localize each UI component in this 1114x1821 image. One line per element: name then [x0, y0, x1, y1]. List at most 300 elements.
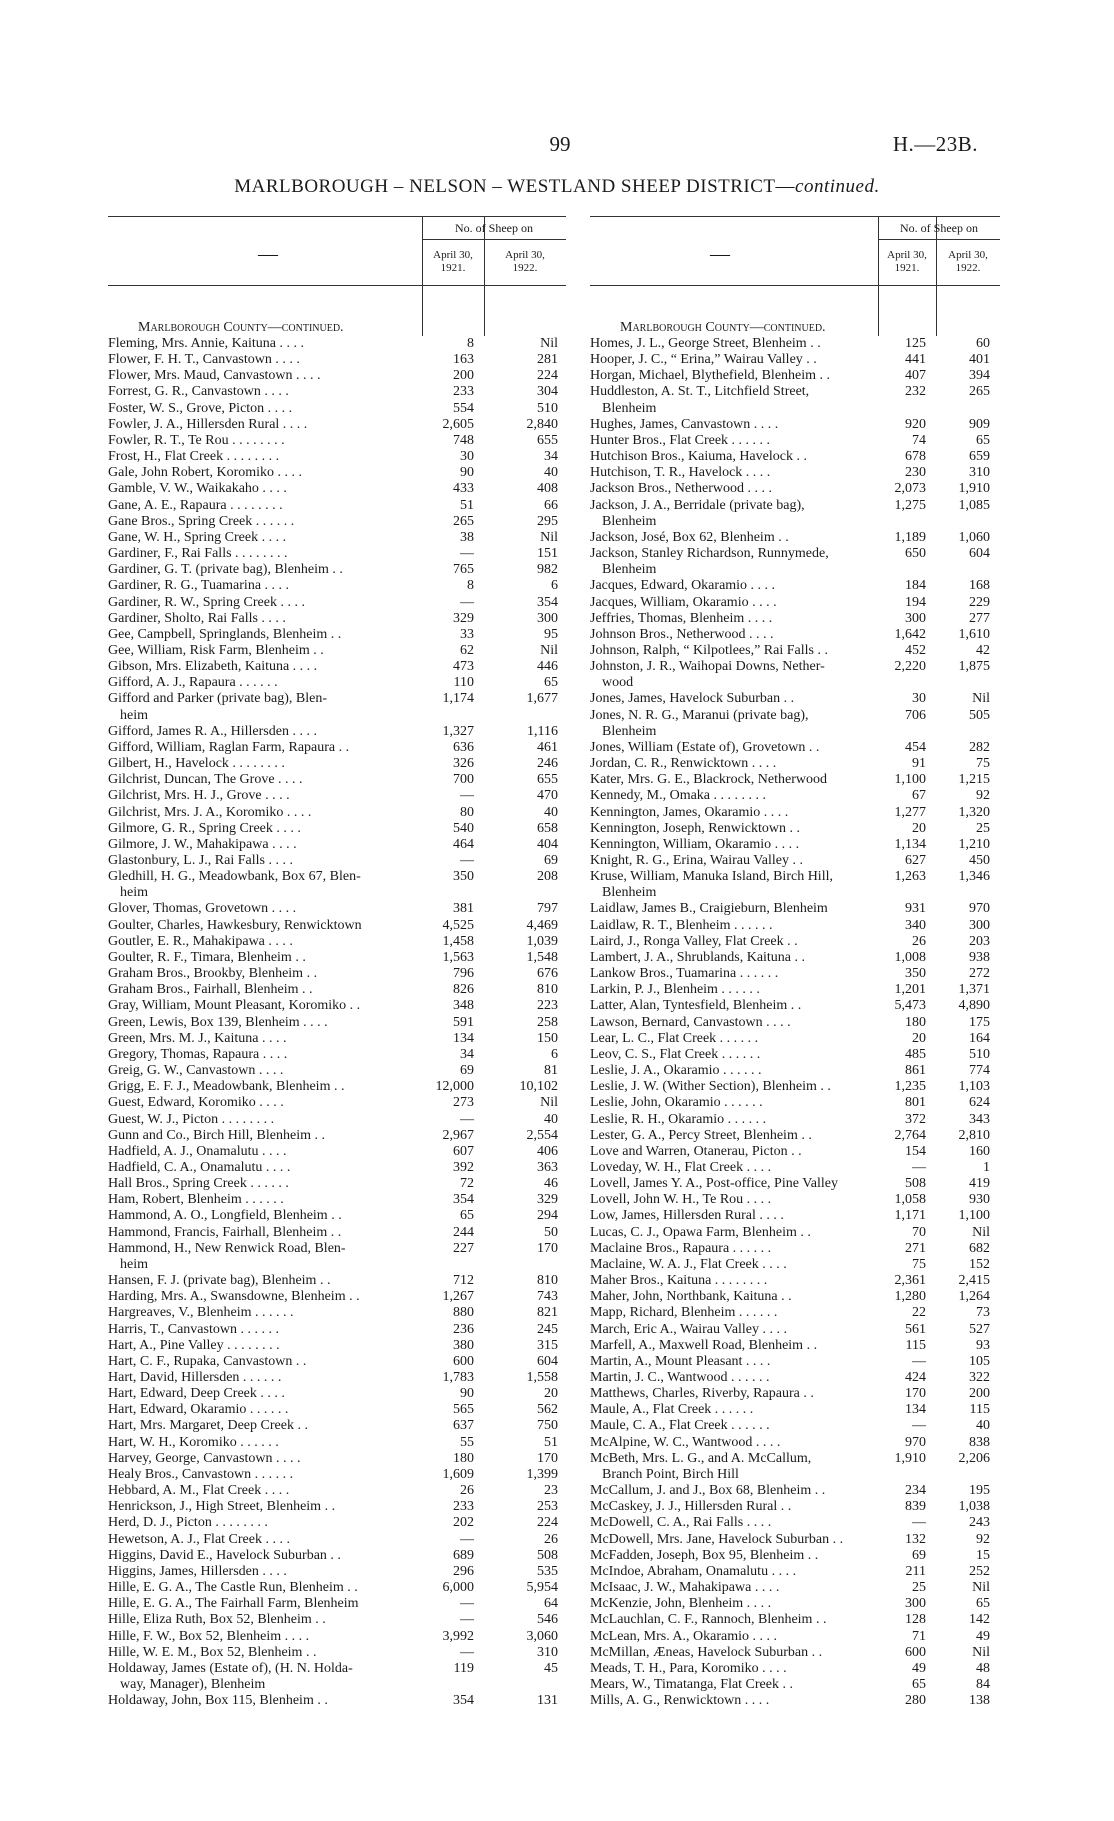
header-date: April 30,	[433, 249, 473, 261]
sheep-1921: 607	[453, 1143, 474, 1159]
table-row	[108, 1532, 566, 1548]
table-row	[590, 1354, 1000, 1370]
entry-name: McMillan, Æneas, Havelock Suburban . .	[590, 1644, 823, 1660]
sheep-1922: 4,890	[958, 998, 990, 1014]
sheep-1922: 419	[969, 1176, 990, 1192]
table-row	[590, 1338, 1000, 1354]
table-row	[108, 498, 566, 514]
sheep-1921: 1,642	[894, 626, 926, 642]
sheep-1921	[888, 1467, 946, 1483]
table-row	[590, 530, 1000, 546]
sheep-1922	[946, 885, 1010, 901]
header-rule	[878, 239, 1000, 240]
sheep-1922: 142	[969, 1612, 990, 1628]
sheep-1921: 20	[912, 1030, 926, 1046]
sheep-1922: 46	[544, 1176, 558, 1192]
sheep-1922: 343	[969, 1111, 990, 1127]
sheep-1921: 931	[905, 901, 926, 917]
sheep-1921: 350	[905, 966, 926, 982]
entry-name: Hargreaves, V., Blenheim . . . . . .	[108, 1305, 294, 1321]
sheep-1921: 689	[453, 1547, 474, 1563]
entry-name: Gardiner, R. W., Spring Creek . . . .	[108, 594, 305, 610]
sheep-1922: 40	[544, 465, 558, 481]
entry-name: Frost, H., Flat Creek . . . . . . . .	[108, 449, 280, 465]
sheep-1922: 10,102	[519, 1079, 558, 1095]
table-row	[590, 1402, 1000, 1418]
table-row	[590, 675, 1000, 691]
sheep-1921: 354	[453, 1192, 474, 1208]
sheep-1922: 253	[537, 1499, 558, 1515]
entry-name: Gifford and Parker (private bag), Blen-	[108, 691, 327, 707]
table-row	[590, 1515, 1000, 1531]
entry-name: Fowler, J. A., Hillersden Rural . . . .	[108, 416, 308, 432]
table-row	[108, 1241, 566, 1257]
sheep-1921: 134	[453, 1030, 474, 1046]
entry-name: Gardiner, G. T. (private bag), Blenheim . .	[108, 562, 343, 578]
table-row	[590, 821, 1000, 837]
sheep-1921: 5,473	[894, 998, 926, 1014]
page-title-continued: continued.	[795, 176, 880, 197]
sheep-1922: 42	[976, 642, 990, 658]
entry-name: Gray, William, Mount Pleasant, Koromiko . .	[108, 998, 361, 1014]
sheep-1921: 51	[460, 497, 474, 513]
table-row	[108, 1063, 566, 1079]
sheep-1922: Nil	[540, 529, 558, 545]
entry-name: Gilchrist, Mrs. H. J., Grove . . . .	[108, 788, 290, 804]
sheep-1921: 407	[905, 368, 926, 384]
sheep-1922: 131	[537, 1693, 558, 1709]
entry-name: McCallum, J. and J., Box 68, Blenheim . .	[590, 1483, 826, 1499]
entry-name: Matthews, Charles, Riverby, Rapaura . .	[590, 1386, 814, 1402]
entry-name: McDowell, C. A., Rai Falls . . . .	[590, 1515, 772, 1531]
sheep-1922: 26	[544, 1531, 558, 1547]
table-row	[108, 869, 566, 885]
sheep-1922: 246	[537, 756, 558, 772]
table-row	[108, 1661, 566, 1677]
entry-name: Jones, N. R. G., Maranui (private bag),	[590, 707, 809, 723]
sheep-1922: 1,371	[958, 982, 990, 998]
entry-name: Ham, Robert, Blenheim . . . . . .	[108, 1192, 284, 1208]
entry-name: Huddleston, A. St. T., Litchfield Street,	[590, 384, 810, 400]
entry-name: Gardiner, R. G., Tuamarina . . . .	[108, 578, 290, 594]
sheep-1921: 90	[460, 1386, 474, 1402]
table-row	[108, 918, 566, 934]
table-row	[108, 1257, 566, 1273]
entry-name: Foster, W. S., Grove, Picton . . . .	[108, 400, 293, 416]
sheep-1921: 650	[905, 546, 926, 562]
sheep-1921: 565	[453, 1402, 474, 1418]
sheep-1922: 170	[537, 1450, 558, 1466]
sheep-1921	[432, 1257, 494, 1273]
document-reference: H.—23B.	[892, 132, 978, 156]
table-row	[590, 514, 1000, 530]
sheep-1921: 348	[453, 998, 474, 1014]
header-date: April 30,	[887, 249, 927, 261]
sheep-1922: 810	[537, 982, 558, 998]
entry-name: Maule, A., Flat Creek . . . . . .	[590, 1402, 754, 1418]
sheep-1922: 200	[969, 1386, 990, 1402]
table-row	[108, 595, 566, 611]
sheep-1922: 821	[537, 1305, 558, 1321]
entry-name: Gilmore, G. R., Spring Creek . . . .	[108, 820, 301, 836]
sheep-1921: 920	[905, 416, 926, 432]
entry-name: Laidlaw, R. T., Blenheim . . . . . .	[590, 917, 773, 933]
sheep-1921: —	[912, 1353, 926, 1369]
sheep-1921	[888, 675, 946, 691]
entry-name: Harris, T., Canvastown . . . . . .	[108, 1321, 279, 1337]
entry-name: Gifford, A. J., Rapaura . . . . . .	[108, 675, 278, 691]
table-row	[108, 691, 566, 707]
header-year: 1921.	[894, 262, 920, 274]
right-header-dash: —	[710, 243, 730, 265]
sheep-1921: 4,525	[442, 917, 474, 933]
sheep-1922: 505	[969, 707, 990, 723]
sheep-1922: 322	[969, 1370, 990, 1385]
entry-name: Johnson Bros., Netherwood . . . .	[590, 626, 774, 642]
sheep-1922	[494, 1677, 578, 1693]
sheep-1922: 92	[976, 1531, 990, 1547]
sheep-1922: 315	[537, 1337, 558, 1353]
left-table-body	[108, 286, 566, 1709]
sheep-1922: 160	[969, 1143, 990, 1159]
entry-name: Herd, D. J., Picton . . . . . . . .	[108, 1515, 268, 1531]
table-row	[590, 336, 1000, 352]
sheep-1922	[494, 885, 578, 901]
table-row	[590, 1128, 1000, 1144]
table-row	[108, 627, 566, 643]
sheep-1922: 329	[537, 1192, 558, 1208]
table-row	[108, 1515, 566, 1531]
sheep-1921: 65	[460, 1208, 474, 1224]
table-row	[108, 1677, 566, 1693]
entry-name: Jeffries, Thomas, Blenheim . . . .	[590, 610, 773, 626]
table-row	[108, 1693, 566, 1709]
table-row	[108, 611, 566, 627]
entry-name: Gifford, William, Raglan Farm, Rapaura . .	[108, 739, 350, 755]
table-row	[108, 368, 566, 384]
table-row	[590, 1160, 1000, 1176]
sheep-1921: 2,967	[442, 1127, 474, 1143]
table-row	[108, 1095, 566, 1111]
table-row	[590, 966, 1000, 982]
table-row	[590, 433, 1000, 449]
entry-name: Greig, G. W., Canvastown . . . .	[108, 1063, 284, 1079]
sheep-1921: 1,267	[442, 1289, 474, 1305]
entry-name: Healy Bros., Canvastown . . . . . .	[108, 1466, 294, 1482]
entry-name: Mills, A. G., Renwicktown . . . .	[590, 1693, 770, 1709]
sheep-1922: Nil	[972, 691, 990, 707]
table-row	[108, 675, 566, 691]
sheep-1922: 1	[983, 1159, 990, 1175]
sheep-1921: 2,764	[894, 1127, 926, 1143]
sheep-1921: 600	[905, 1644, 926, 1660]
sheep-1922: 73	[976, 1305, 990, 1321]
sheep-1921: 194	[905, 594, 926, 610]
sheep-1921: 1,100	[894, 772, 926, 788]
header-year: 1922.	[512, 262, 538, 274]
sheep-1921: 473	[453, 659, 474, 675]
entry-name: Gifford, James R. A., Hillersden . . . .	[108, 723, 317, 739]
sheep-1921	[888, 562, 946, 578]
table-row	[108, 966, 566, 982]
table-row	[590, 1693, 1000, 1709]
table-row	[590, 368, 1000, 384]
entry-name: Gilchrist, Duncan, The Grove . . . .	[108, 772, 303, 788]
sheep-1922: 394	[969, 368, 990, 384]
sheep-1921: 236	[453, 1321, 474, 1337]
sheep-1921: 1,458	[442, 933, 474, 949]
sheep-1922: 84	[976, 1676, 990, 1692]
sheep-1922: 282	[969, 739, 990, 755]
entry-name: Hille, E. G. A., The Fairhall Farm, Blenheim	[108, 1596, 359, 1612]
sheep-1922: 175	[969, 1014, 990, 1030]
sheep-1921: 119	[453, 1660, 474, 1676]
sheep-1922: 265	[969, 384, 990, 400]
entry-name: Larkin, P. J., Blenheim . . . . . .	[590, 982, 760, 998]
entry-name: Homes, J. L., George Street, Blenheim . .	[590, 336, 821, 351]
entry-name: Martin, J. C., Wantwood . . . . . .	[590, 1370, 770, 1385]
table-row	[590, 1661, 1000, 1677]
sheep-1922: 150	[537, 1030, 558, 1046]
sheep-1921: 801	[905, 1095, 926, 1111]
sheep-1921: 706	[905, 707, 926, 723]
entry-name: Guest, Edward, Koromiko . . . .	[108, 1095, 284, 1111]
right-header-1921	[878, 249, 936, 275]
entry-name: Hammond, H., New Renwick Road, Blen-	[108, 1240, 346, 1256]
entry-name: Glastonbury, L. J., Rai Falls . . . .	[108, 853, 293, 868]
sheep-1922: 49	[976, 1628, 990, 1644]
sheep-1922: 40	[544, 804, 558, 820]
entry-name: Gane Bros., Spring Creek . . . . . .	[108, 513, 295, 529]
entry-name: Knight, R. G., Erina, Wairau Valley . .	[590, 853, 803, 868]
table-row	[590, 788, 1000, 804]
table-row	[108, 1015, 566, 1031]
table-row	[590, 772, 1000, 788]
sheep-1922: 277	[969, 610, 990, 626]
sheep-1921: 637	[453, 1418, 474, 1434]
entry-name: Kennedy, M., Omaka . . . . . . . .	[590, 788, 767, 804]
table-row	[590, 1370, 1000, 1386]
sheep-1922: 229	[969, 594, 990, 610]
table-row	[590, 950, 1000, 966]
sheep-1921: 678	[905, 449, 926, 465]
table-row	[590, 1241, 1000, 1257]
entry-name: Hadfield, C. A., Onamalutu . . . .	[108, 1159, 291, 1175]
table-row	[108, 901, 566, 917]
sheep-1921: 1,327	[442, 723, 474, 739]
sheep-1921: 8	[467, 578, 474, 594]
right-table-header	[590, 216, 1000, 286]
table-row	[108, 1289, 566, 1305]
sheep-1922: 66	[544, 497, 558, 513]
table-row	[108, 1564, 566, 1580]
entry-name: Graham Bros., Brookby, Blenheim . .	[108, 966, 318, 982]
sheep-1922: 446	[537, 659, 558, 675]
entry-name: Hutchison Bros., Kaiuma, Havelock . .	[590, 449, 807, 465]
entry-name: Jackson Bros., Netherwood . . . .	[590, 481, 772, 497]
sheep-1921: 340	[905, 917, 926, 933]
entry-name: Hadfield, A. J., Onamalutu . . . .	[108, 1143, 287, 1159]
table-row	[108, 724, 566, 740]
sheep-1922: 2,554	[526, 1127, 558, 1143]
entry-name: Kennington, William, Okaramio . . . .	[590, 836, 800, 852]
sheep-1921: —	[912, 1515, 926, 1531]
sheep-1922: 1,320	[958, 804, 990, 820]
sheep-1922: 970	[969, 901, 990, 917]
entry-name: Leslie, J. A., Okaramio . . . . . .	[590, 1063, 762, 1079]
sheep-1922: 224	[537, 1515, 558, 1531]
entry-name: Hughes, James, Canvastown . . . .	[590, 416, 779, 432]
sheep-1922: 797	[537, 901, 558, 917]
table-row	[590, 885, 1000, 901]
table-row	[108, 1467, 566, 1483]
entry-name: Flower, Mrs. Maud, Canvastown . . . .	[108, 368, 321, 384]
table-row	[590, 1532, 1000, 1548]
sheep-1922	[946, 675, 1010, 691]
entry-name: Gardiner, Sholto, Rai Falls . . . .	[108, 610, 286, 626]
table-row	[590, 498, 1000, 514]
table-row	[108, 934, 566, 950]
sheep-1922: 658	[537, 820, 558, 836]
entry-name: Henrickson, J., High Street, Blenheim . .	[108, 1499, 336, 1515]
table-row	[108, 1112, 566, 1128]
sheep-1922: 48	[976, 1660, 990, 1676]
sheep-1922: 1,910	[958, 481, 990, 497]
sheep-1922: 604	[969, 546, 990, 562]
entry-name: Gardiner, F., Rai Falls . . . . . . . .	[108, 546, 288, 562]
entry-name: Gale, John Robert, Koromiko . . . .	[108, 465, 303, 481]
table-row	[108, 643, 566, 659]
sheep-1921: 22	[912, 1305, 926, 1321]
table-row	[108, 1176, 566, 1192]
sheep-1921: 600	[453, 1353, 474, 1369]
entry-name: Jones, James, Havelock Suburban . .	[590, 691, 795, 707]
sheep-1922: 5,954	[526, 1580, 558, 1596]
entry-name: Hart, Edward, Deep Creek . . . .	[108, 1386, 285, 1402]
entry-name: Jackson, Stanley Richardson, Runnymede,	[590, 546, 829, 562]
table-row	[590, 465, 1000, 481]
sheep-1921: —	[460, 1612, 474, 1628]
sheep-1922: 655	[537, 432, 558, 448]
table-row	[108, 1047, 566, 1063]
table-row	[590, 1483, 1000, 1499]
entry-name: Gee, Campbell, Springlands, Blenheim . .	[108, 626, 342, 642]
entry-name: Lear, L. C., Flat Creek . . . . . .	[590, 1030, 759, 1046]
sheep-1921: 300	[905, 610, 926, 626]
sheep-1921: 1,174	[442, 691, 474, 707]
entry-name: Blenheim	[602, 400, 657, 416]
entry-name: Marfell, A., Maxwell Road, Blenheim . .	[590, 1337, 818, 1353]
sheep-1922: Nil	[540, 642, 558, 658]
entry-name: Loveday, W. H., Flat Creek . . . .	[590, 1159, 772, 1175]
table-row	[590, 934, 1000, 950]
entry-name: Lester, G. A., Percy Street, Blenheim . .	[590, 1127, 812, 1143]
entry-name: Hunter Bros., Flat Creek . . . . . .	[590, 432, 771, 448]
sheep-1921: 554	[453, 400, 474, 416]
table-row	[590, 611, 1000, 627]
sheep-1921: 636	[453, 739, 474, 755]
table-row	[590, 1645, 1000, 1661]
sheep-1921	[432, 885, 494, 901]
table-row	[108, 1128, 566, 1144]
sheep-1922: 1,060	[958, 529, 990, 545]
entry-name: Maclaine, W. A. J., Flat Creek . . . .	[590, 1256, 787, 1272]
sheep-1922: 406	[537, 1143, 558, 1159]
table-row	[108, 1402, 566, 1418]
sheep-1922: 75	[976, 756, 990, 772]
sheep-1921: 202	[453, 1515, 474, 1531]
entry-name: Blenheim	[602, 513, 657, 529]
table-row	[590, 1112, 1000, 1128]
sheep-1921: 184	[905, 578, 926, 594]
sheep-1921	[888, 401, 946, 417]
table-row	[108, 401, 566, 417]
table-row	[590, 1047, 1000, 1063]
sheep-1922: 682	[969, 1240, 990, 1256]
sheep-1921: 110	[453, 675, 474, 691]
sheep-1921: 1,783	[442, 1370, 474, 1385]
sheep-1922: 470	[537, 788, 558, 804]
sheep-1921: 748	[453, 432, 474, 448]
sheep-1921: 72	[460, 1176, 474, 1192]
entry-name: Gee, William, Risk Farm, Blenheim . .	[108, 642, 324, 658]
entry-name: Maher Bros., Kaituna . . . . . . . .	[590, 1273, 768, 1289]
sheep-1921: 796	[453, 966, 474, 982]
sheep-1921: 12,000	[435, 1079, 474, 1095]
sheep-1921: —	[460, 594, 474, 610]
sheep-1922: 1,399	[526, 1466, 558, 1482]
column-rule	[936, 286, 937, 336]
sheep-1921: —	[460, 1531, 474, 1547]
table-row	[108, 1322, 566, 1338]
sheep-1921: 2,605	[442, 416, 474, 432]
table-row	[108, 465, 566, 481]
entry-name: McDowell, Mrs. Jane, Havelock Suburban . .	[590, 1531, 844, 1547]
sheep-1921: 1,280	[894, 1289, 926, 1305]
sheep-1922: 138	[969, 1693, 990, 1709]
sheep-1921: 880	[453, 1305, 474, 1321]
sheep-1921: 232	[905, 384, 926, 400]
sheep-1921: 115	[905, 1337, 926, 1353]
entry-name: Green, Mrs. M. J., Kaituna . . . .	[108, 1030, 287, 1046]
entry-name: Guest, W. J., Picton . . . . . . . .	[108, 1111, 275, 1127]
entry-name: Gilmore, J. W., Mahakipawa . . . .	[108, 836, 297, 852]
sheep-1921: —	[912, 1159, 926, 1175]
sheep-1921	[888, 514, 946, 530]
sheep-1922: 81	[544, 1063, 558, 1079]
sheep-1921: —	[912, 1418, 926, 1434]
entry-name: Hewetson, A. J., Flat Creek . . . .	[108, 1531, 290, 1547]
entry-name: Gunn and Co., Birch Hill, Blenheim . .	[108, 1127, 325, 1143]
entry-name: Blenheim	[602, 723, 657, 739]
sheep-1921: 861	[905, 1063, 926, 1079]
entry-name: McLean, Mrs. A., Okaramio . . . .	[590, 1628, 778, 1644]
table-row	[590, 384, 1000, 400]
table-row	[108, 1386, 566, 1402]
sheep-1922: 1,677	[526, 691, 558, 707]
sheep-1922: 281	[537, 352, 558, 368]
sheep-1922: 105	[969, 1353, 990, 1369]
table-row	[590, 595, 1000, 611]
entry-name: Jacques, William, Okaramio . . . .	[590, 594, 777, 610]
entry-name: Harvey, George, Canvastown . . . .	[108, 1450, 301, 1466]
table-row	[590, 901, 1000, 917]
table-row	[590, 1079, 1000, 1095]
sheep-1921: 20	[912, 820, 926, 836]
sheep-1922: Nil	[972, 1580, 990, 1596]
sheep-1922: 224	[537, 368, 558, 384]
table-row	[590, 1612, 1000, 1628]
